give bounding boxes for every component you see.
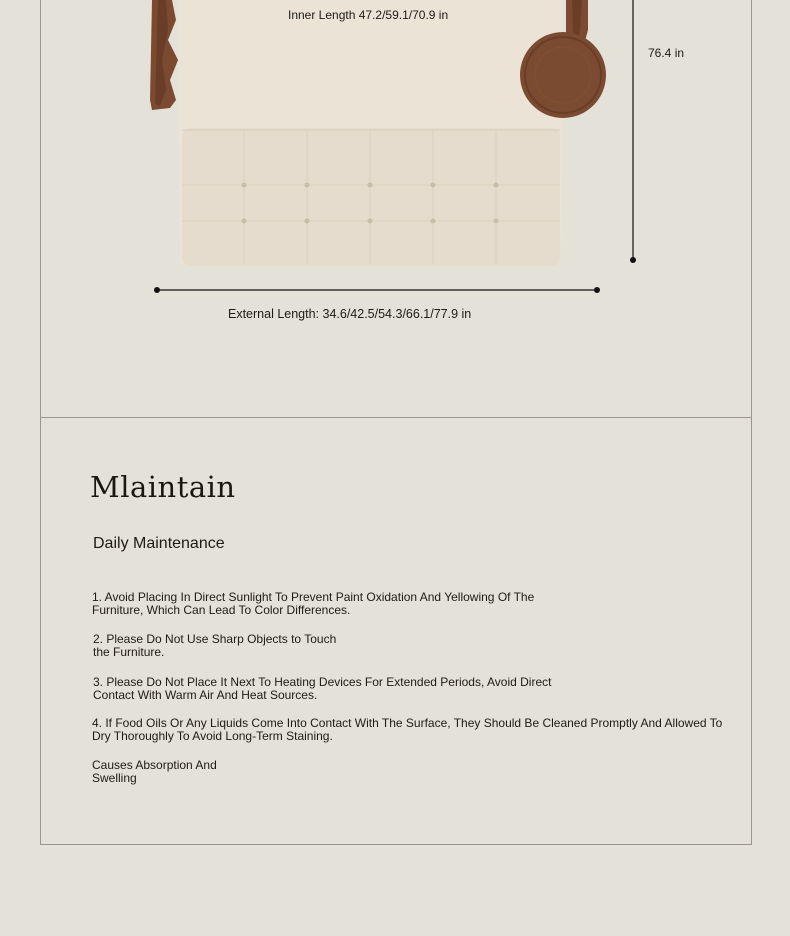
section-title: Mlaintain (90, 470, 236, 504)
height-dimension-line (630, 0, 636, 263)
maintenance-note-2: 2. Please Do Not Use Sharp Objects to Touch the Furniture. (93, 632, 337, 659)
left-wood-arm (150, 0, 178, 110)
maintenance-note-3: 3. Please Do Not Place It Next To Heating Devices For Extended Periods, Avoid Direct Contact With Warm Air And Heat Sources. (93, 675, 552, 702)
maintenance-note-5: Causes Absorption And Swelling (92, 758, 217, 785)
external-length-label: External Length: 34.6/42.5/54.3/66.1/77.9 in (228, 307, 472, 321)
inner-length-label: Inner Length 47.2/59.1/70.9 in (288, 8, 449, 22)
round-side-table (520, 32, 606, 118)
sofa-cushion (178, 0, 563, 266)
maintenance-note-4: 4. If Food Oils Or Any Liquids Come Into Contact With The Surface, They Should Be Cleaned Promptly And Allowed To Dry Thoroughly To Avoid Long-Term Staining. (92, 716, 723, 743)
maintenance-note-1: 1. Avoid Placing In Direct Sunlight To Prevent Paint Oxidation And Yellowing Of The Furniture, Which Can Lead To Color Differences. (92, 590, 535, 617)
sofa-top-view-illustration (0, 0, 790, 420)
daily-maintenance-heading: Daily Maintenance (93, 535, 225, 552)
height-label: 76.4 in (648, 46, 685, 60)
external-length-dimension-line (154, 287, 600, 293)
